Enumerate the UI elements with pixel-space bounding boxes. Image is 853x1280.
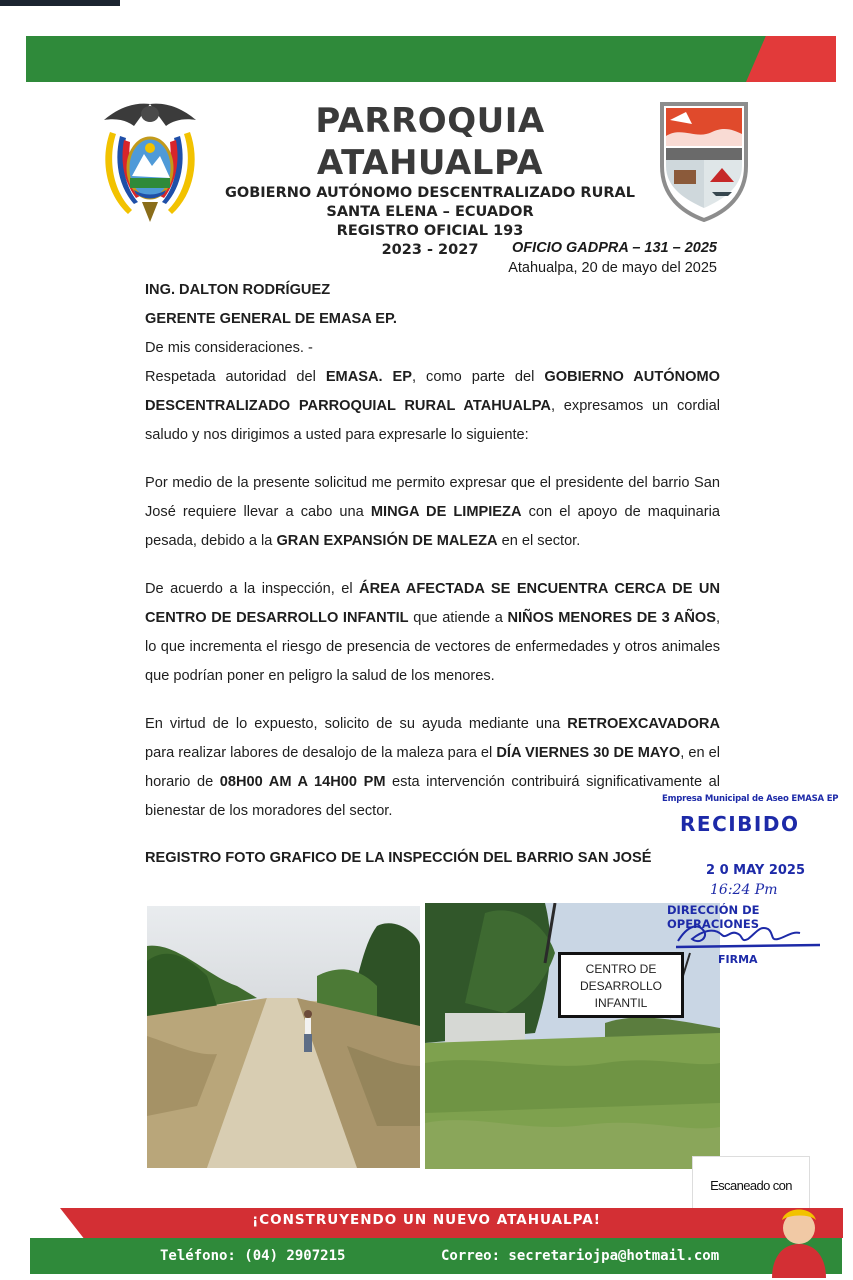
mascot-figure-icon (752, 1198, 846, 1278)
child-center-label: CENTRO DE DESARROLLO INFANTIL (558, 952, 684, 1018)
parish-title: PARROQUIA ATAHUALPA (315, 101, 545, 183)
reference-block (508, 238, 717, 278)
paragraph-request: Por medio de la presente solicitud me permito expresar que el presidente del barrio San José requiere llevar a cabo una MINGA DE LIMPIEZA con el apoyo de maquinaria pesada, debido a la GRAN EXPANSIÓN DE MALEZA en el sector. (145, 475, 720, 549)
place-date: Atahualpa, 20 de mayo del 2025 (508, 260, 717, 276)
office-number: OFICIO GADPRA – 131 – 2025 (512, 240, 717, 256)
footer-green-band (30, 1238, 842, 1274)
paragraph-petition: En virtud de lo expuesto, solicito de su ayuda mediante una RETROEXCAVADORA para realizar labores de desalojo de la maleza para el DÍA VIERNES 30 DE MAYO, en el horario de 08H00 AM A 14H00 PM esta intervención contribuirá significativamente al bienestar de los moradores del sector. (145, 716, 720, 819)
handwritten-signature-icon (674, 917, 824, 951)
stamp-status: RECIBIDO (680, 812, 800, 836)
letterhead (200, 100, 660, 260)
term-line: 2023 - 2027 (381, 242, 479, 258)
addressee-name: ING. DALTON RODRÍGUEZ (145, 282, 331, 298)
greeting: De mis consideraciones. - (145, 340, 313, 356)
photo-caption: REGISTRO FOTO GRAFICO DE LA INSPECCIÓN DEL BARRIO SAN JOSÉ (145, 850, 652, 866)
footer-phone: Teléfono: (04) 2907215 (160, 1248, 346, 1264)
addressee-role: GERENTE GENERAL DE EMASA EP. (145, 311, 397, 327)
stamp-time: 16:24 Pm (710, 882, 778, 898)
footer-email: Correo: secretariojpa@hotmail.com (441, 1248, 720, 1264)
official-registry-line: REGISTRO OFICIAL 193 (336, 223, 524, 239)
parish-shield-icon (652, 96, 756, 222)
road-inspection-photo (147, 906, 420, 1168)
received-stamp (640, 790, 840, 970)
header-band-green (26, 36, 766, 82)
location-line: SANTA ELENA – ECUADOR (326, 204, 534, 220)
stamp-company: Empresa Municipal de Aseo EMASA EP (662, 794, 839, 804)
header-color-band (26, 36, 836, 82)
ecuador-coat-of-arms-icon (98, 98, 202, 226)
government-line: GOBIERNO AUTÓNOMO DESCENTRALIZADO RURAL (225, 185, 635, 201)
paragraph-inspection: De acuerdo a la inspección, el ÁREA AFECTADA SE ENCUENTRA CERCA DE UN CENTRO DE DESARROLLO INFANTIL que atiende a NIÑOS MENORES DE 3 AÑOS, lo que incrementa el riesgo de presencia de vectores de enfermedades y otros animales que podrían poner en peligro la salud de los menores. (145, 581, 721, 684)
footer-slogan: ¡CONSTRUYENDO UN NUEVO ATAHUALPA! (252, 1212, 601, 1228)
paragraph-intro: Respetada autoridad del EMASA. EP, como parte del GOBIERNO AUTÓNOMO DESCENTRALIZADO PARROQUIAL RURAL ATAHUALPA, expresamos un cordial saludo y nos dirigimos a usted para expresarle lo siguiente: (145, 369, 721, 443)
stamp-date: 2 0 MAY 2025 (706, 863, 806, 878)
scan-edge-mark (0, 0, 120, 6)
camscanner-watermark: Escaneado con (692, 1156, 810, 1214)
stamp-department: DIRECCIÓN DE OPERACIONES (667, 903, 760, 931)
stamp-signature-label: FIRMA (718, 953, 758, 966)
letter-body (145, 276, 720, 826)
